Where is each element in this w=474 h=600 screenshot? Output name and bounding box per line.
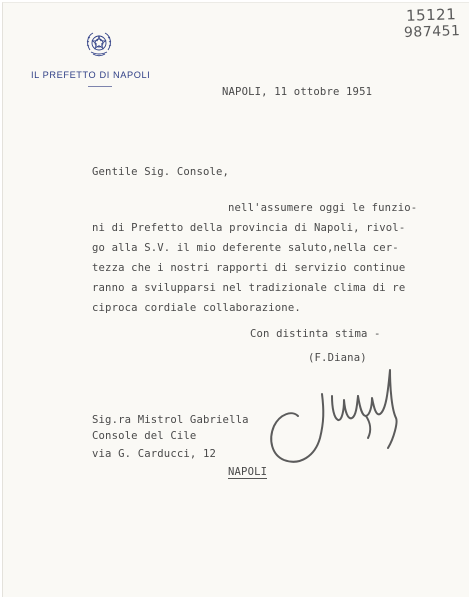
body-line: ni di Prefetto della provincia di Napoli, rivol-: [92, 222, 406, 234]
body-line: go alla S.V. il mio deferente saluto,nella cer-: [92, 242, 399, 254]
body-line: nell'assumere oggi le funzio-: [228, 202, 418, 214]
handwritten-signature-icon: [262, 360, 412, 472]
recipient-title: Console del Cile: [92, 430, 197, 442]
recipient-address: via G. Carducci, 12: [92, 448, 217, 460]
letterhead-office: IL PREFETTO DI NAPOLI: [31, 70, 151, 80]
body-line: tezza che i nostri rapporti di servizio continue: [92, 262, 406, 274]
closing: Con distinta stima -: [250, 328, 381, 340]
signature-name: (F.Diana): [308, 352, 367, 364]
body-line: ciproca cordiale collaborazione.: [92, 302, 301, 314]
italian-republic-emblem-icon: [84, 28, 114, 60]
recipient-name: Sig.ra Mistrol Gabriella: [92, 414, 249, 426]
date-line: NAPOLI, 11 ottobre 1951: [222, 86, 373, 98]
recipient-city: [228, 466, 267, 479]
letterhead-divider: [88, 86, 112, 87]
salutation: Gentile Sig. Console,: [92, 166, 230, 178]
body-line: ranno a svilupparsi nel tradizionale clima di re: [92, 282, 406, 294]
recipient-city-text: NAPOLI: [228, 466, 268, 478]
archive-number-top: 15121: [405, 5, 457, 25]
archive-number-bottom: 987451: [403, 23, 461, 41]
